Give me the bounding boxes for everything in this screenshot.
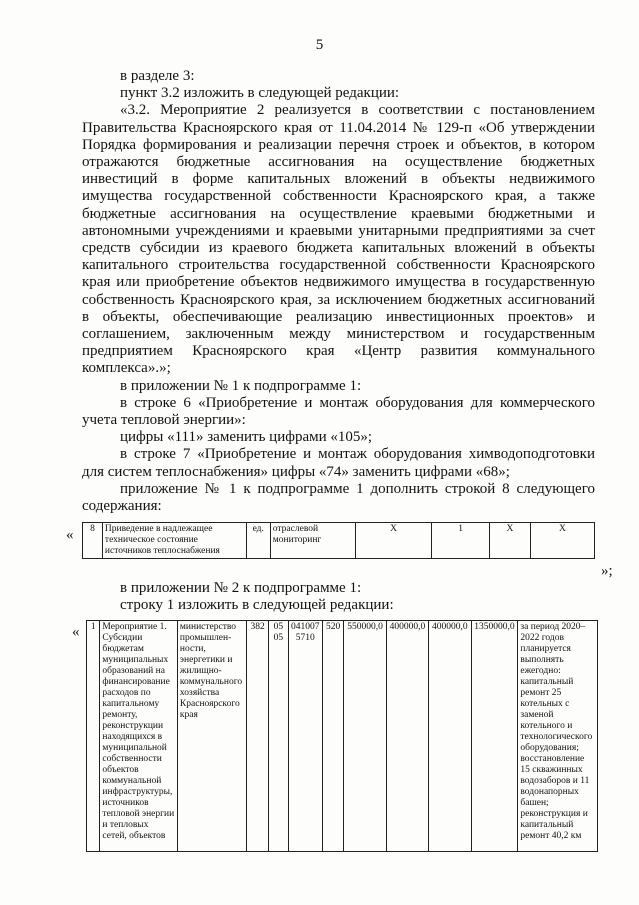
cell-year-2: 400000,0 xyxy=(386,621,428,852)
cell-executor: министерство промышлен-ности, энергетики и жилищно-коммунального хозяйства Красноярского края xyxy=(177,621,246,852)
paragraph: в строке 7 «Приобретение и монтаж оборудования химводоподготовки для систем теплоснабжения» цифры «74» заменить цифрами «68»; xyxy=(82,446,595,480)
quote-open-2: « xyxy=(72,624,80,640)
table-row-8 xyxy=(82,522,595,559)
table-row-1 xyxy=(86,620,598,852)
document-body xyxy=(82,68,595,515)
document-body-2 xyxy=(82,580,595,614)
cell-value: X xyxy=(355,523,432,559)
cell-name: Мероприятие 1. Субсидии бюджетам муниципальных образований на финансирование расходов по капитальному ремонту, реконструкции находящихся в муниципальной собственности объектов коммунальной инфраструктуры, источников тепловой энергии и тепловых сетей, объектов xyxy=(100,621,178,852)
cell-num: 1 xyxy=(87,621,100,852)
paragraph: пункт 3.2 изложить в следующей редакции: xyxy=(120,85,400,102)
paragraph: цифры «111» заменить цифрами «105»; xyxy=(120,429,373,446)
cell-source: отраслевой мониторинг xyxy=(270,523,355,559)
cell-value: 1 xyxy=(432,523,490,559)
cell-name: Приведение в надлежащее техническое состояние источников теплоснабжения xyxy=(102,523,246,559)
cell-year-1: 550000,0 xyxy=(344,621,386,852)
table-row xyxy=(83,523,595,559)
cell-value: X xyxy=(530,523,594,559)
paragraph: в разделе 3: xyxy=(120,68,195,84)
paragraph: в приложении № 1 к подпрограмме 1: xyxy=(120,377,362,394)
page-number: 5 xyxy=(315,37,324,53)
cell-rzpr: 05 05 xyxy=(269,621,289,852)
cell-grbs: 382 xyxy=(247,621,269,852)
paragraph: «3.2. Мероприятие 2 реализуется в соответствии с постановлением Правительства Красноярского края от 11.04.2014 № 129-п «Об утверждении Порядка формирования и реализации перечня строек и объектов, в котором отражаются бюджетные ассигнования на осуществление бюджетных инвестиций в форме капитальных вложений в объекты недвижимого имущества государственной собственности Красноярского края, а также бюджетные ассигнования на осуществление краевыми бюджетными и автономными учреждениями и краевыми унитарными предприятиями за счет средств субсидии из краевого бюджета капитальных вложений в объекты капитального строительства государственной собственности Красноярского края или приобретение объектов недвижимого имущества в государственную собственность Красноярского края, за исключением бюджетных ассигнований в объекты, обеспечивающие реализацию инвестиционных проектов» и соглашением, заключенным между министерством и государственным предприятием Красноярского края «Центр развития коммунального комплекса».»; xyxy=(82,102,595,377)
paragraph: приложение № 1 к подпрограмме 1 дополнить строкой 8 следующего содержания: xyxy=(82,480,595,515)
cell-year-3: 400000,0 xyxy=(429,621,471,852)
paragraph: в строке 6 «Приобретение и монтаж оборудования для коммерческого учета тепловой энергии»: xyxy=(82,394,595,429)
cell-vr: 520 xyxy=(322,621,344,852)
cell-csr: 0410075710 xyxy=(288,621,322,852)
paragraph: строку 1 изложить в следующей редакции: xyxy=(120,597,394,614)
cell-num: 8 xyxy=(83,523,103,559)
cell-value: X xyxy=(490,523,531,559)
paragraph: в приложении № 2 к подпрограмме 1: xyxy=(120,580,362,596)
table-row xyxy=(87,621,598,852)
cell-total: 1350000,0 xyxy=(471,621,518,852)
quote-close: »; xyxy=(601,563,613,579)
cell-result: за период 2020–2022 годов планируется выполнять ежегодно: капитальный ремонт 25 котельных с заменой котельного и технологического оборудования; восстановление 15 скважинных водозаборов и 11 водонапорных башен; реконструкция и капитальный ремонт 40,2 км xyxy=(518,621,598,852)
quote-open: « xyxy=(66,527,74,543)
cell-unit: ед. xyxy=(246,523,270,559)
